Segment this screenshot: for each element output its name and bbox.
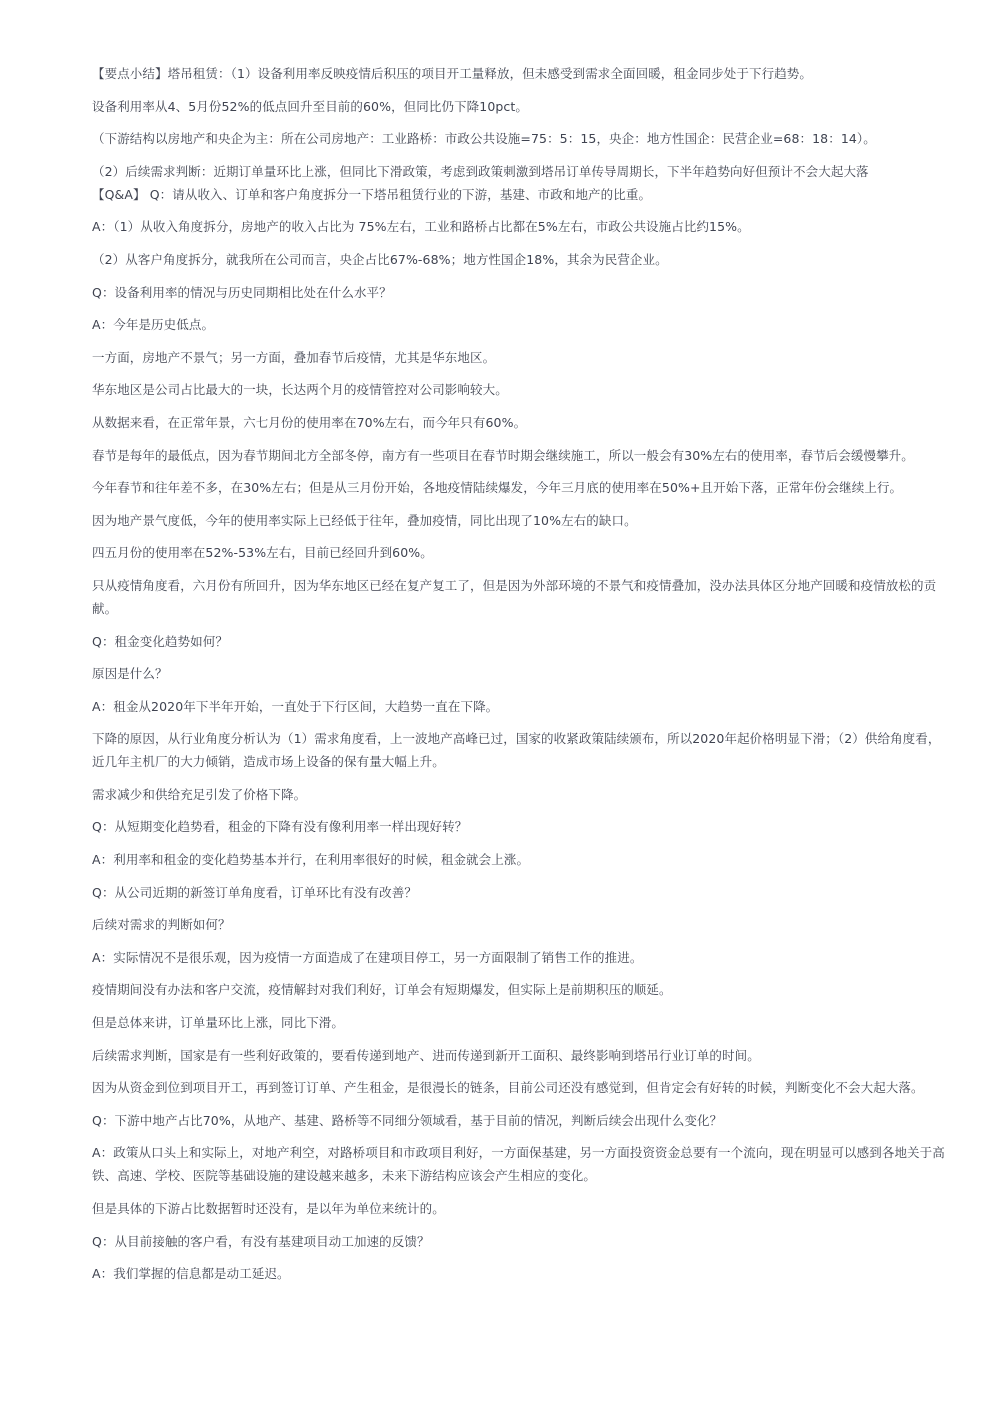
document-paragraph: 今年春节和往年差不多，在30%左右；但是从三月份开始，各地疫情陆续爆发，今年三月底的使用率在50%+且开始下落，正常年份会继续上行。 [92, 480, 903, 496]
document-paragraph: （2）后续需求判断：近期订单量环比上涨，但同比下滑政策，考虑到政策刺激到塔吊订单传导周期长，下半年趋势向好但预计不会大起大落 [92, 163, 869, 179]
document-paragraph: Q：租金变化趋势如何？ [92, 633, 228, 649]
document-paragraph: A：实际情况不是很乐观，因为疫情一方面造成了在建项目停工，另一方面限制了销售工作的推进。 [92, 949, 643, 965]
document-paragraph: 【要点小结】塔吊租赁：（1）设备利用率反映疫情后积压的项目开工量释放，但未感受到需求全面回暖，租金同步处于下行趋势。 [92, 66, 813, 81]
document-paragraph: A：我们掌握的信息都是动工延迟。 [92, 1266, 290, 1282]
document-paragraph: Q：从短期变化趋势看，租金的下降有没有像利用率一样出现好转？ [92, 819, 468, 835]
document-paragraph: 从数据来看，在正常年景，六七月份的使用率在70%左右，而今年只有60%。 [92, 414, 527, 430]
document-paragraph: Q：下游中地产占比70%，从地产、基建、路桥等不同细分领域看，基于目前的情况，判断后续会出现什么变化？ [92, 1112, 723, 1128]
document-paragraph: 疫情期间没有办法和客户交流，疫情解封对我们利好，订单会有短期爆发，但实际上是前期积压的顺延。 [92, 982, 672, 998]
document-paragraph: 但是总体来讲，订单量环比上涨，同比下滑。 [92, 1015, 345, 1031]
document-paragraph: Q：设备利用率的情况与历史同期相比处在什么水平？ [92, 284, 392, 300]
document-paragraph: （2）从客户角度拆分，就我所在公司而言，央企占比67%-68%；地方性国企18%，其余为民营企业。 [92, 251, 668, 267]
document-paragraph: （下游结构以房地产和央企为主：所在公司房地产：工业路桥：市政公共设施=75：5：15，央企：地方性国企：民营企业=68：18：14）。 [92, 131, 876, 147]
document-paragraph: A：利用率和租金的变化趋势基本并行，在利用率很好的时候，租金就会上涨。 [92, 852, 530, 868]
document-paragraph: Q：从目前接触的客户看，有没有基建项目动工加速的反馈？ [92, 1233, 430, 1249]
document-paragraph: 只从疫情角度看，六月份有所回升，因为华东地区已经在复产复工了，但是因为外部环境的不景气和疫情叠加，没办法具体区分地产回暖和疫情放松的贡献。 [92, 577, 937, 616]
document-paragraph: 华东地区是公司占比最大的一块，长达两个月的疫情管控对公司影响较大。 [92, 382, 508, 398]
document-paragraph: A：租金从2020年下半年开始，一直处于下行区间，大趋势一直在下降。 [92, 698, 499, 714]
document-paragraph: 因为从资金到位到项目开工，再到签订订单、产生租金，是很漫长的链条，目前公司还没有感觉到，但肯定会有好转的时候，判断变化不会大起大落。 [92, 1080, 924, 1096]
document-paragraph: A：政策从口头上和实际上，对地产利空，对路桥项目和市政项目利好，一方面保基建，另一方面投资资金总要有一个流向，现在明显可以感到各地关于高铁、高速、学校、医院等基础设施的建设越来越多，未来下游结构应该会产生相应的变化。 [92, 1145, 945, 1184]
document-paragraph: 因为地产景气度低，今年的使用率实际上已经低于往年，叠加疫情，同比出现了10%左右的缺口。 [92, 512, 637, 528]
document-paragraph: 【Q&A】 Q：请从收入、订单和客户角度拆分一下塔吊租赁行业的下游，基建、市政和地产的比重。 [92, 186, 652, 202]
document-paragraph: 原因是什么？ [92, 666, 168, 682]
document-paragraph: A：（1）从收入角度拆分，房地产的收入占比为 75%左右，工业和路桥占比都在5%左右，市政公共设施占比约15%。 [92, 219, 750, 235]
document-paragraph: 后续对需求的判断如何？ [92, 917, 231, 933]
document-paragraph: 下降的原因，从行业角度分析认为（1）需求角度看，上一波地产高峰已过，国家的收紧政策陆续颁布，所以2020年起价格明显下滑；（2）供给角度看，近几年主机厂的大力倾销，造成市场上设备的保有量大幅上升。 [92, 731, 941, 770]
document-paragraph: A：今年是历史低点。 [92, 317, 215, 333]
document-paragraph: 春节是每年的最低点，因为春节期间北方全部冬停，南方有一些项目在春节时期会继续施工，所以一般会有30%左右的使用率，春节后会缓慢攀升。 [92, 447, 914, 463]
document-page [92, 62, 948, 1295]
document-paragraph: 一方面，房地产不景气；另一方面，叠加春节后疫情，尤其是华东地区。 [92, 349, 496, 365]
document-paragraph: 需求减少和供给充足引发了价格下降。 [92, 786, 307, 802]
document-paragraph: 后续需求判断，国家是有一些利好政策的，要看传递到地产、进而传递到新开工面积、最终影响到塔吊行业订单的时间。 [92, 1047, 760, 1063]
document-paragraph: 四五月份的使用率在52%-53%左右，目前已经回升到60%。 [92, 545, 433, 561]
document-paragraph: 但是具体的下游占比数据暂时还没有，是以年为单位来统计的。 [92, 1201, 445, 1216]
document-paragraph: 设备利用率从4、5月份52%的低点回升至目前的60%，但同比仍下降10pct。 [92, 98, 528, 114]
document-paragraph: Q：从公司近期的新签订单角度看，订单环比有没有改善？ [92, 884, 417, 900]
